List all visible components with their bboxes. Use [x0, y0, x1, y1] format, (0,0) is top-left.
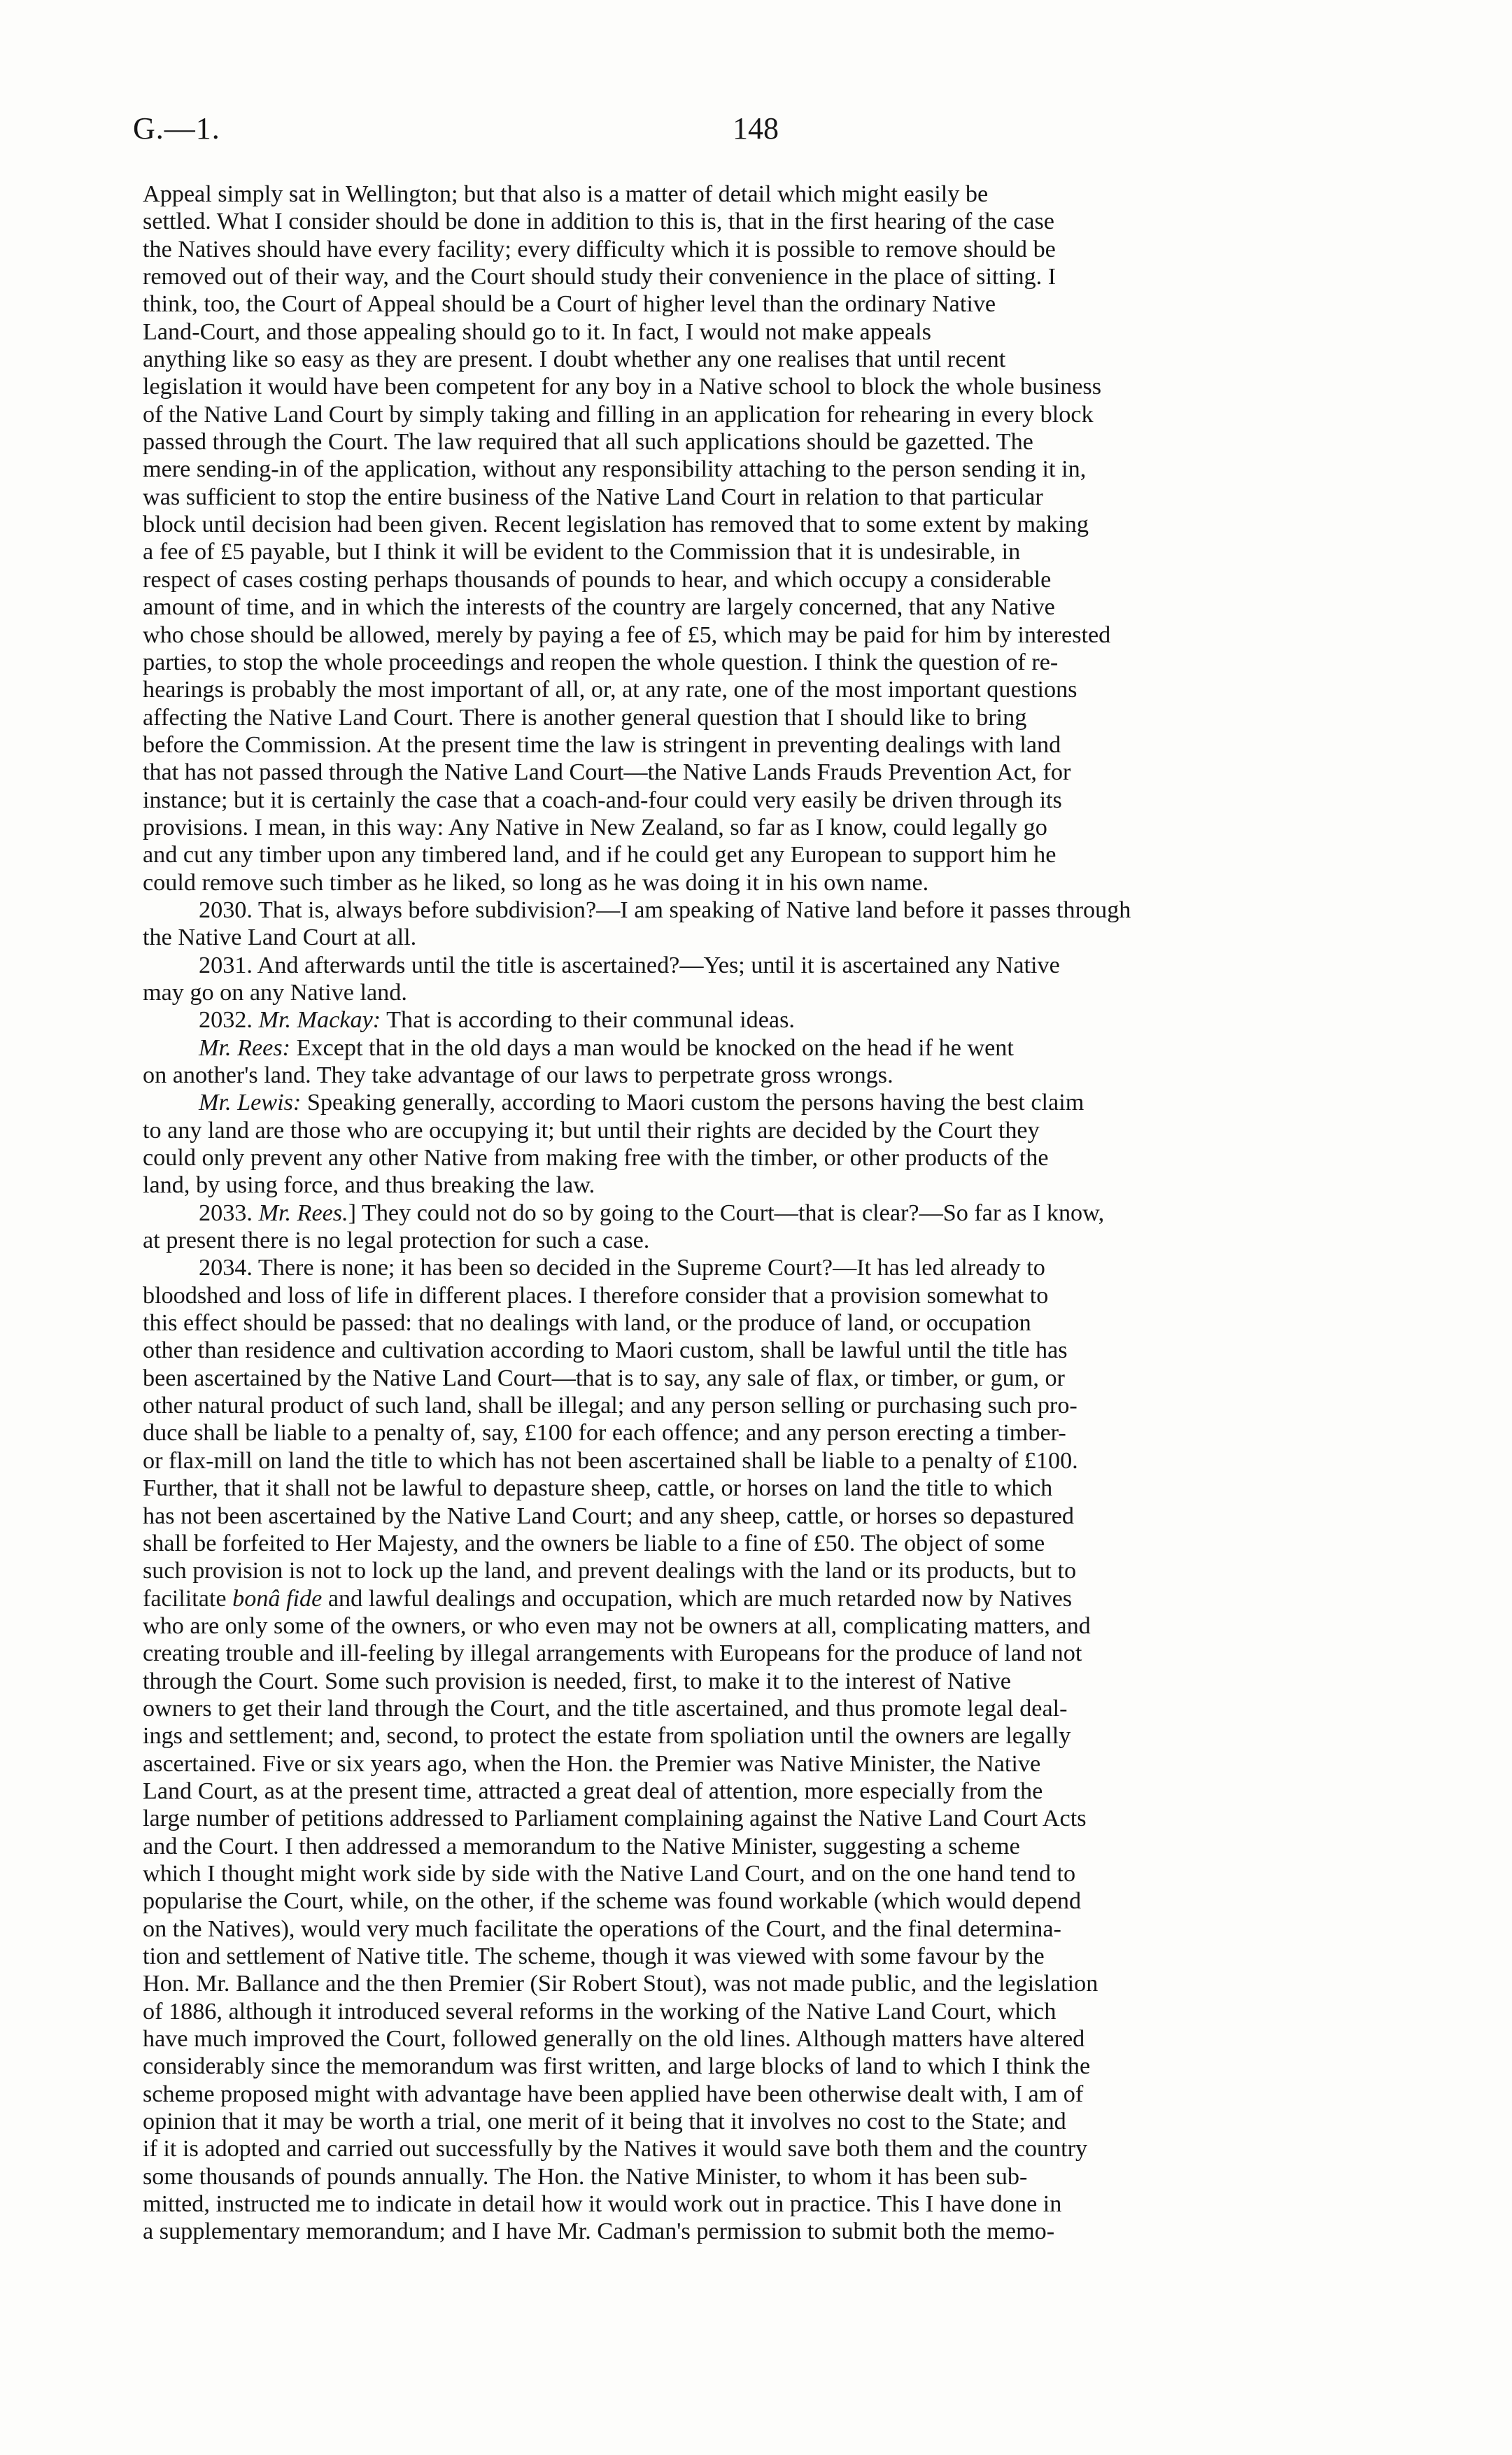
text-line: this effect should be passed: that no dealings with land, or the produce of land, or occupation: [143, 1310, 1031, 1337]
text-line: mere sending-in of the application, without any responsibility attaching to the person sending it in,: [143, 456, 1087, 483]
text-line: settled. What I consider should be done in addition to this is, that in the first hearing of the case: [143, 209, 1054, 235]
text-line: a supplementary memorandum; and I have Mr. Cadman's permission to submit both the memo-: [143, 2218, 1055, 2245]
text-line: passed through the Court. The law required that all such applications should be gazetted. The: [143, 429, 1033, 456]
text-line: on the Natives), would very much facilitate the operations of the Court, and the final determina-: [143, 1915, 1061, 1942]
text-line: removed out of their way, and the Court should study their convenience in the place of sitting. I: [143, 264, 1057, 290]
text-line: to any land are those who are occupying it; but until their rights are decided by the Court they: [143, 1117, 1040, 1144]
text-line: before the Commission. At the present time the law is stringent in preventing dealings with land: [143, 731, 1061, 758]
text-line: block until decision had been given. Recent legislation has removed that to some extent by making: [143, 512, 1089, 538]
text-line: Land-Court, and those appealing should go to it. In fact, I would not make appeals: [143, 318, 931, 345]
text-line: could remove such timber as he liked, so long as he was doing it in his own name.: [143, 869, 929, 896]
body-text: [143, 181, 1348, 2246]
text-line: such provision is not to lock up the land, and prevent dealings with the land or its products, but to: [143, 1558, 1077, 1584]
text-line: may go on any Native land.: [143, 979, 407, 1006]
paragraph: [143, 181, 1348, 896]
text-line: Hon. Mr. Ballance and the then Premier (Sir Robert Stout), was not made public, and the legislation: [143, 1971, 1098, 1997]
text-line: Land Court, as at the present time, attracted a great deal of attention, more especially from the: [143, 1778, 1043, 1804]
text-line: opinion that it may be worth a trial, one merit of it being that it involves no cost to the State; and: [143, 2109, 1066, 2135]
text-line: popularise the Court, while, on the other, if the scheme was found workable (which would depend: [143, 1888, 1082, 1915]
text-line: could only prevent any other Native from making free with the timber, or other products of the: [143, 1145, 1049, 1172]
text-line: of 1886, although it introduced several reforms in the working of the Native Land Court, which: [143, 1998, 1057, 2025]
text-line: and the Court. I then addressed a memorandum to the Native Minister, suggesting a scheme: [143, 1833, 1020, 1859]
text-line: think, too, the Court of Appeal should be a Court of higher level than the ordinary Native: [143, 291, 996, 318]
text-line: scheme proposed might with advantage have been applied have been otherwise dealt with, I am of: [143, 2081, 1084, 2107]
document-reference: G.—1.: [133, 111, 220, 146]
text-line: Mr. Lewis: Speaking generally, according to Maori custom the persons having the best claim: [199, 1090, 1084, 1116]
text-line: have much improved the Court, followed generally on the old lines. Although matters have altered: [143, 2026, 1085, 2053]
text-line: ascertained. Five or six years ago, when the Hon. the Premier was Native Minister, the Native: [143, 1750, 1041, 1777]
text-line: mitted, instructed me to indicate in detail how it would work out in practice. This I have done in: [143, 2191, 1062, 2218]
text-line: on another's land. They take advantage of our laws to perpetrate gross wrongs.: [143, 1062, 893, 1088]
text-line: creating trouble and ill-feeling by illegal arrangements with Europeans for the produce of land not: [143, 1640, 1082, 1667]
text-line: 2034. There is none; it has been so decided in the Supreme Court?—It has led already to: [199, 1255, 1045, 1281]
text-line: facilitate bonâ fide and lawful dealings and occupation, which are much retarded now by Natives: [143, 1585, 1073, 1612]
text-line: bloodshed and loss of life in different places. I therefore consider that a provision somewhat to: [143, 1282, 1049, 1309]
text-line: duce shall be liable to a penalty of, say, £100 for each offence; and any person erecting a timber-: [143, 1420, 1066, 1447]
text-line: who are only some of the owners, or who even may not be owners at all, complicating matters, and: [143, 1612, 1091, 1639]
text-line: the Native Land Court at all.: [143, 924, 417, 951]
text-line: Further, that it shall not be lawful to depasture sheep, cattle, or horses on land the title to which: [143, 1475, 1053, 1502]
text-line: land, by using force, and thus breaking the law.: [143, 1172, 595, 1199]
text-line: of the Native Land Court by simply taking and filling in an application for rehearing in every block: [143, 401, 1094, 428]
text-line: through the Court. Some such provision is needed, first, to make it to the interest of Native: [143, 1668, 1011, 1694]
text-line: was sufficient to stop the entire business of the Native Land Court in relation to that particular: [143, 484, 1043, 510]
text-line: and cut any timber upon any timbered land, and if he could get any European to support him he: [143, 842, 1057, 868]
paragraph: [143, 1254, 1348, 2245]
text-line: instance; but it is certainly the case that a coach-and-four could very easily be driven through its: [143, 787, 1062, 813]
paragraph: [143, 1034, 1348, 1090]
text-line: at present there is no legal protection for such a case.: [143, 1228, 650, 1254]
text-line: if it is adopted and carried out successfully by the Natives it would save both them and the country: [143, 2136, 1088, 2162]
text-line: hearings is probably the most important of all, or, at any rate, one of the most important questions: [143, 677, 1078, 703]
text-line: some thousands of pounds annually. The Hon. the Native Minister, to whom it has been sub-: [143, 2163, 1028, 2190]
text-line: legislation it would have been competent for any boy in a Native school to block the whole business: [143, 374, 1102, 400]
text-line: other natural product of such land, shall be illegal; and any person selling or purchasing such pro-: [143, 1393, 1078, 1419]
text-line: or flax-mill on land the title to which has not been ascertained shall be liable to a penalty of £100.: [143, 1447, 1078, 1474]
paragraph: [143, 1200, 1348, 1255]
text-line: has not been ascertained by the Native Land Court; and any sheep, cattle, or horses so depastured: [143, 1503, 1074, 1529]
text-line: been ascertained by the Native Land Court—that is to say, any sale of flax, or timber, or gum, or: [143, 1365, 1065, 1391]
text-line: who chose should be allowed, merely by paying a fee of £5, which may be paid for him by interested: [143, 621, 1111, 648]
text-line: 2032. Mr. Mackay: That is according to their communal ideas.: [199, 1007, 795, 1034]
text-line: large number of petitions addressed to Parliament complaining against the Native Land Court Acts: [143, 1806, 1087, 1832]
text-line: that has not passed through the Native Land Court—the Native Lands Frauds Prevention Act, for: [143, 759, 1071, 786]
text-line: anything like so easy as they are present. I doubt whether any one realises that until recent: [143, 346, 1006, 373]
text-line: Appeal simply sat in Wellington; but that also is a matter of detail which might easily be: [143, 181, 989, 207]
text-line: which I thought might work side by side with the Native Land Court, and on the one hand tend to: [143, 1860, 1076, 1887]
paragraph: [143, 896, 1348, 952]
text-line: tion and settlement of Native title. The scheme, though it was viewed with some favour by the: [143, 1943, 1045, 1969]
text-line: affecting the Native Land Court. There is another general question that I should like to bring: [143, 704, 1027, 731]
text-line: other than residence and cultivation according to Maori custom, shall be lawful until the title has: [143, 1337, 1068, 1364]
text-line: 2031. And afterwards until the title is ascertained?—Yes; until it is ascertained any Native: [199, 952, 1060, 978]
text-line: 2030. That is, always before subdivision?—I am speaking of Native land before it passes through: [199, 896, 1131, 923]
text-line: a fee of £5 payable, but I think it will be evident to the Commission that it is undesirable, in: [143, 539, 1021, 565]
text-line: parties, to stop the whole proceedings and reopen the whole question. I think the question of re-: [143, 649, 1059, 675]
paragraph: [143, 1089, 1348, 1199]
text-line: provisions. I mean, in this way: Any Native in New Zealand, so far as I know, could legally go: [143, 814, 1047, 840]
paragraph: [143, 952, 1348, 1007]
text-line: owners to get their land through the Court, and the title ascertained, and thus promote legal deal-: [143, 1695, 1068, 1722]
page-number: 148: [733, 111, 779, 146]
text-line: the Natives should have every facility; every difficulty which it is possible to remove should be: [143, 236, 1056, 262]
text-line: Mr. Rees: Except that in the old days a man would be knocked on the head if he went: [199, 1034, 1014, 1061]
text-line: respect of cases costing perhaps thousands of pounds to hear, and which occupy a considerable: [143, 566, 1052, 593]
text-line: ings and settlement; and, second, to protect the estate from spoliation until the owners are legally: [143, 1723, 1071, 1750]
text-line: shall be forfeited to Her Majesty, and the owners be liable to a fine of £50. The object of some: [143, 1530, 1045, 1556]
text-line: amount of time, and in which the interests of the country are largely concerned, that any Native: [143, 594, 1055, 621]
paragraph: [143, 1006, 1348, 1034]
text-line: 2033. Mr. Rees.] They could not do so by going to the Court—that is clear?—So far as I know,: [199, 1200, 1105, 1226]
text-line: considerably since the memorandum was first written, and large blocks of land to which I think the: [143, 2053, 1091, 2080]
